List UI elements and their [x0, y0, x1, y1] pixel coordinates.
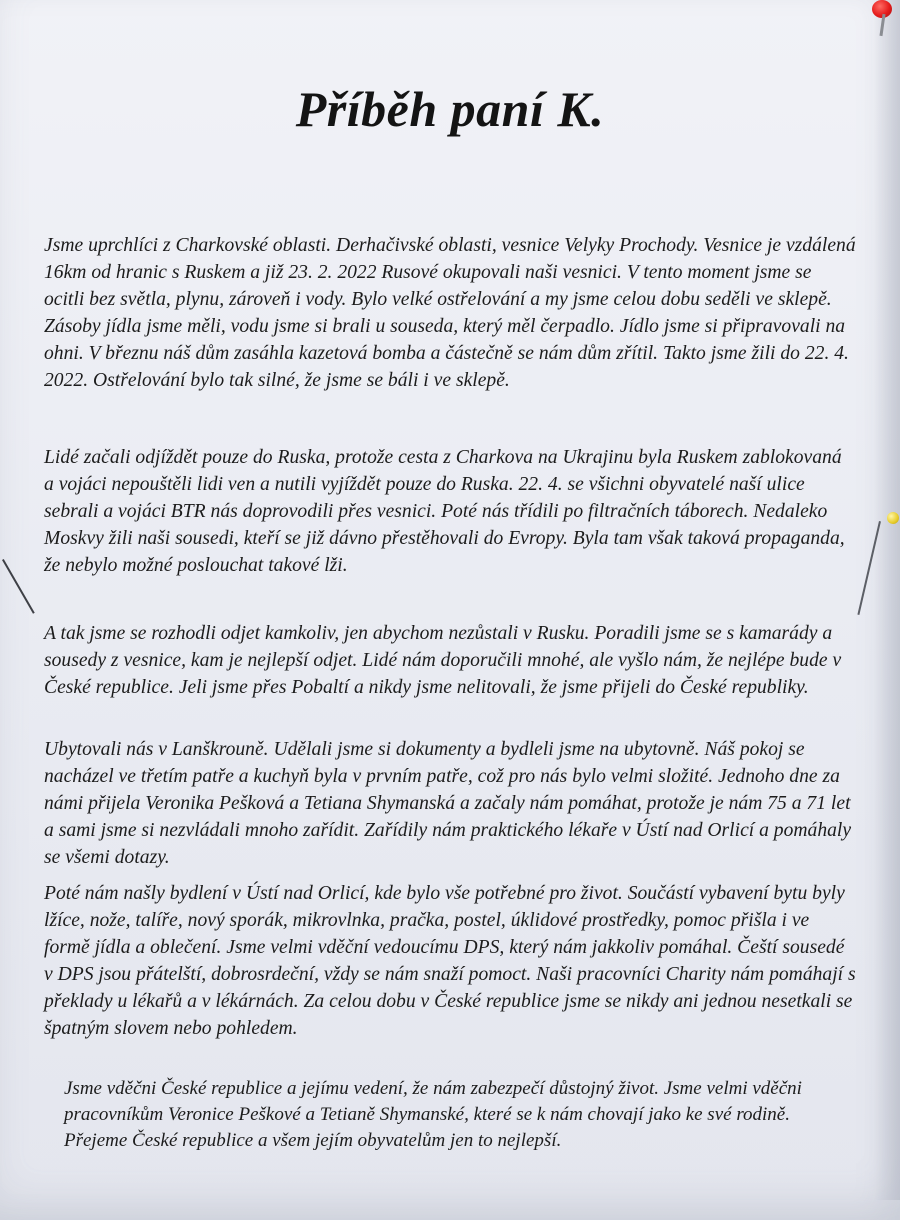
paragraph-5: Poté nám našly bydlení v Ústí nad Orlicí, kde bylo vše potřebné pro život. Součástí vybavení bytu byly lžíce, nože, talíře, nový sporák, mikrovlnka, pračka, postel, úklidové prostředky, pomoc přišla i ve formě jídla a oblečení. Jsme velmi vděční vedoucímu DPS, který nám jakkoliv pomáhal. Čeští sousedé v DPS jsou přátelští, dobrosrdeční, vždy se nám snaží pomoct. Naši pracovníci Charity nám pomáhají s překlady u lékařů a v lékárnách. Za celou dobu v České republice jsme se nikdy ani jednou nesetkali se špatným slovem nebo pohledem.: [44, 883, 856, 1039]
paragraph-1: Jsme uprchlíci z Charkovské oblasti. Derhačivské oblasti, vesnice Velyky Prochody. Vesnice je vzdálená 16km od hranic s Ruskem a již 23. 2. 2022 Rusové okupovali naši vesnici. V tento moment jsme se ocitli bez světla, plynu, zároveň i vody. Bylo velké ostřelování a my jsme celou dobu seděli ve sklepě. Zásoby jídla jsme měli, vodu jsme si brali u souseda, který měl čerpadlo. Jídlo jsme si připravovali na ohni. V březnu náš dům zasáhla kazetová bomba a částečně se nám dům zřítil. Takto jsme žili do 22. 4. 2022. Ostřelování bylo tak silné, že jsme se báli i ve sklepě.: [44, 235, 856, 391]
red-pushpin-icon: [860, 0, 900, 40]
yellow-pin-icon: [887, 512, 899, 524]
paper-edge-shadow: [874, 0, 900, 1200]
paragraph-3: A tak jsme se rozhodli odjet kamkoliv, jen abychom nezůstali v Rusku. Poradili jsme se s kamarády a sousedy z vesnice, kam je nejlepší odjet. Lidé nám doporučili mnohé, ale vyšlo nám, že nejlépe bude v České republice. Jeli jsme přes Pobaltí a nikdy jsme nelitovali, že jsme přijeli do České republiky.: [44, 623, 842, 698]
paragraph-6: Jsme vděčni České republice a jejímu vedení, že nám zabezpečí důstojný život. Jsme velmi vděčni pracovníkům Veronice Peškové a Tetianě Shymanské, které se k nám chovají jako ke své rodině. Přejeme České republice a všem jejím obyvatelům jen to nejlepší.: [64, 1078, 802, 1151]
paragraph-4: Ubytovali nás v Lanškrouně. Udělali jsme si dokumenty a bydleli jsme na ubytovně. Náš pokoj se nacházel ve třetím patře a kuchyň byla v prvním patře, což pro nás bylo velmi složité. Jednoho dne za námi přijela Veronika Pešková a Tetiana Shymanská a začaly nám pomáhat, protože je nám 75 a 71 let a sami jsme si nezvládali mnoho zařídit. Zařídily nám praktického lékaře v Ústí nad Orlicí a pomáhaly se všemi dotazy.: [44, 739, 852, 868]
paragraph-2: Lidé začali odjíždět pouze do Ruska, protože cesta z Charkova na Ukrajinu byla Ruskem zablokovaná a vojáci nepouštěli lidi ven a nutili vyjíždět pouze do Ruska. 22. 4. se všichni obyvatelé naší ulice sebrali a vojáci BTR nás doprovodili přes vesnici. Poté nás třídili po filtračních táborech. Nedaleko Moskvy žili naši sousedi, kteří se již dávno přestěhovali do Evropy. Byla tam však taková propaganda, že nebylo možné poslouchat takové lži.: [44, 447, 845, 576]
document-title: Příběh paní K.: [295, 81, 605, 137]
